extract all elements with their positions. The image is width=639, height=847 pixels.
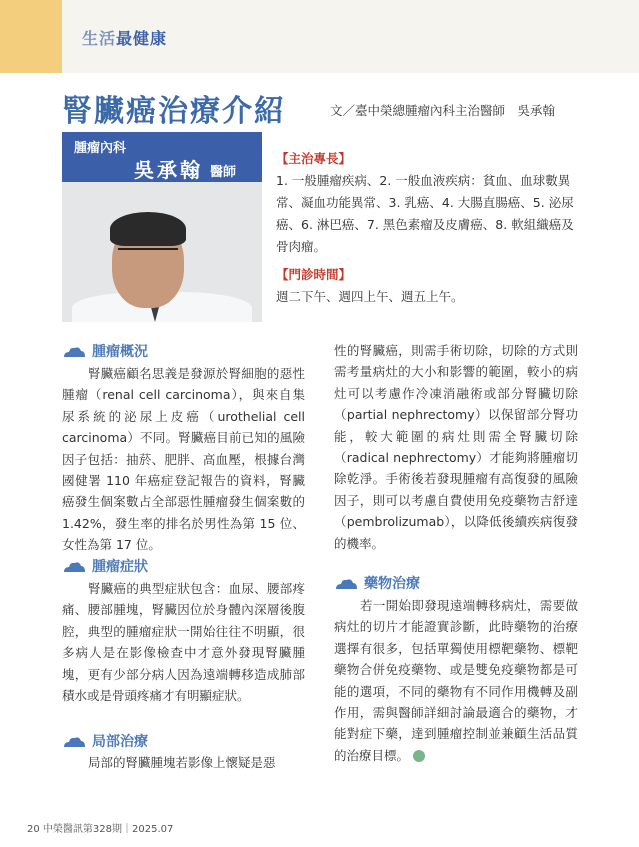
doctor-glasses [118,248,178,264]
cloud-icon [62,561,86,573]
local-paragraph-start: 局部的腎臟腫塊若影像上懷疑是惡 [88,755,276,770]
doctor-name: 吳承翰 [134,158,203,182]
symptom-heading [62,556,148,576]
article-title: 腎臟癌治療介紹 [62,94,286,129]
drug-paragraph [334,595,578,766]
symptom-paragraph: 腎臟癌的典型症狀包含：血尿、腰部疼痛、腰部腫塊，腎臟因位於身體內深層後腹腔，典型的腫瘤症狀一開始往往不明顯，很多病人是在影像檢查中才意外發現腎臟腫塊，更有少部分病人因為遠端轉移造成肺部積水或是骨頭疼痛才有明顯症狀。 [62,581,305,704]
corner-accent [0,0,62,73]
overview-paragraph: 腎臟癌顧名思義是發源於腎細胞的惡性腫瘤（renal cell carcinoma），與來自集尿系統的泌尿上皮癌（urothelial cell carcinoma）不同。腎臟癌目前已知的風險因子包括：抽菸、肥胖、高血壓，根據台灣國健署 110 年癌症登記報告的資料，腎臟癌發生個案數占全部惡性腫瘤發生個案數的 1.42%，發生率的排名於男性為第 15 位、女性為第 17 位。 [62,366,305,553]
clinic-label: 【門診時間】 [276,267,352,282]
overview-heading-text: 腫瘤概況 [92,344,148,360]
doctor-hair [110,212,186,246]
cloud-icon [334,578,358,590]
page-footer: 20 中榮醫訊第328期｜2025.07 [27,824,174,835]
drug-heading [334,573,420,593]
specialty-text: 1. 一般腫瘤疾病、2. 一般血液疾病：貧血、血球數異常、凝血功能異常、3. 乳癌、4. 大腸直腸癌、5. 泌尿癌、6. 淋巴癌、7. 黑色素瘤及皮膚癌、8. 軟組織癌及骨肉瘤。 [276,173,574,254]
section-header-prefix: 生活 [82,29,117,48]
article-byline: 文／臺中榮總腫瘤內科主治醫師 吳承翰 [330,103,556,118]
leaf-icon: ✚ [413,750,425,762]
drug-paragraph-text: 若一開始即發現遠端轉移病灶，需要做病灶的切片才能證實診斷，此時藥物的治療選擇有很多，包括單獨使用標靶藥物、標靶藥物合併免疫藥物、或是雙免疫藥物都是可能的選項，不同的藥物有不同作用機轉及副作用，需與醫師詳細討論最適合的藥物，才能對症下藥，達到腫瘤控制並兼顧生活品質的治療目標。 [334,598,578,763]
cloud-icon [62,346,86,358]
doctor-name-tag [62,132,262,182]
local-heading [62,731,148,751]
clinic-text: 週二下午、週四上午、週五上午。 [276,289,464,304]
local-heading-text: 局部治療 [92,734,148,750]
symptom-heading-text: 腫瘤症狀 [92,559,148,575]
doctor-card [62,132,262,322]
cloud-icon [62,736,86,748]
drug-heading-text: 藥物治療 [364,576,420,592]
specialty-label: 【主治專長】 [276,151,352,166]
section-header [82,26,167,49]
doctor-department: 腫瘤內科 [74,141,127,156]
header-band [62,0,639,73]
section-header-accent: 最健康 [116,29,168,48]
overview-heading [62,341,148,361]
doctor-info [276,148,581,308]
doctor-title: 醫師 [210,165,237,180]
local-paragraph-continued: 性的腎臟癌，則需手術切除，切除的方式則需考量病灶的大小和影響的範圍，較小的病灶可以考慮作冷凍消融術或部分腎臟切除（partial nephrectomy）以保留部分腎功能，較大範圍的病灶則需全腎臟切除（radical nephrectomy）才能夠將腫瘤切除乾淨。手術後若發現腫瘤有高復發的風險因子，則可以考慮自費使用免疫藥物吉舒達（pembrolizumab），以降低後續疾病復發的機率。 [334,343,578,551]
